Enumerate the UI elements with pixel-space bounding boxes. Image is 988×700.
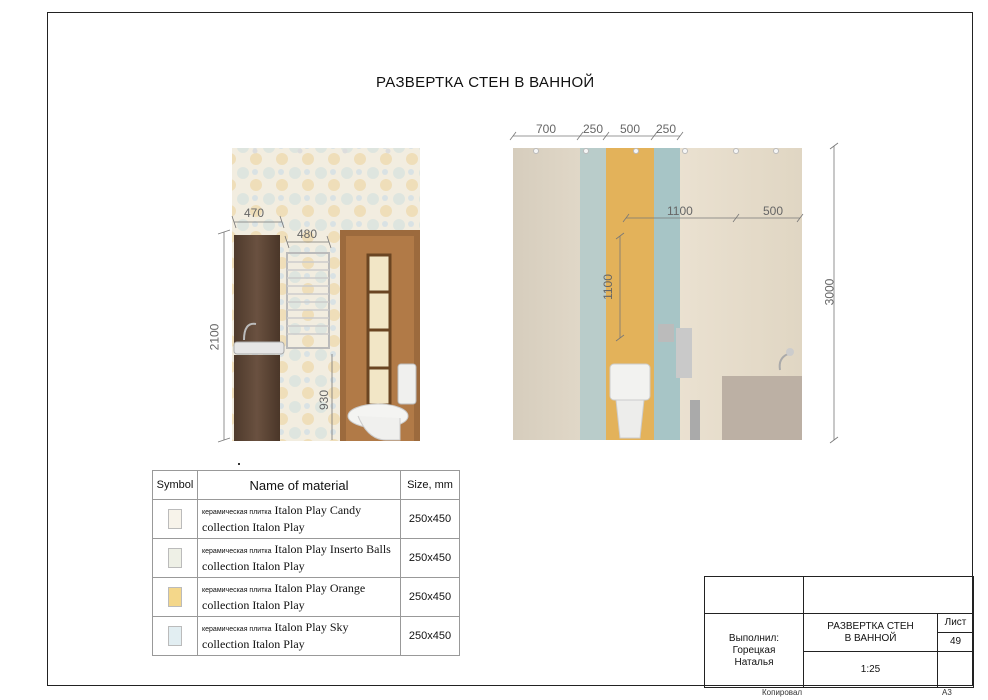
material-swatch bbox=[168, 509, 182, 529]
dot-mark bbox=[238, 463, 240, 465]
dim-250-a: 250 bbox=[583, 122, 604, 136]
table-row: керамическая плитка Italon Play Orange collection Italon Play 250x450 bbox=[153, 578, 460, 617]
dim-500-right: 500 bbox=[763, 204, 784, 218]
author-cell: Выполнил: Горецкая Наталья bbox=[704, 613, 804, 688]
material-size: 250x450 bbox=[401, 578, 460, 617]
materials-table bbox=[152, 470, 460, 656]
table-row: керамическая плитка Italon Play Inserto Balls collection Italon Play 250x450 bbox=[153, 539, 460, 578]
dim-2100: 2100 bbox=[207, 323, 222, 351]
material-swatch bbox=[168, 548, 182, 568]
table-row: керамическая плитка Italon Play Candy collection Italon Play 250x450 bbox=[153, 500, 460, 539]
sheet-label-cell: Лист bbox=[937, 613, 974, 633]
page-title: РАЗВЕРТКА СТЕН В ВАННОЙ bbox=[376, 74, 595, 91]
drawing-title-cell: РАЗВЕРТКА СТЕН В ВАННОЙ bbox=[803, 613, 938, 652]
dim-700: 700 bbox=[536, 122, 557, 136]
sheet-number-cell: 49 bbox=[937, 632, 974, 652]
dim-1100-vertical: 1100 bbox=[600, 274, 615, 300]
title-block bbox=[704, 576, 974, 688]
dim-470: 470 bbox=[244, 206, 265, 220]
symbol-header: Symbol bbox=[153, 471, 198, 500]
material-swatch bbox=[168, 626, 182, 646]
name-header: Name of material bbox=[198, 471, 401, 500]
dim-3000: 3000 bbox=[822, 278, 837, 306]
material-size: 250x450 bbox=[401, 539, 460, 578]
dim-500-top: 500 bbox=[620, 122, 641, 136]
format-label: А3 bbox=[942, 688, 952, 697]
copied-label: Копировал bbox=[762, 688, 803, 697]
right-wall-render bbox=[500, 118, 850, 448]
material-size: 250x450 bbox=[401, 617, 460, 656]
material-size: 250x450 bbox=[401, 500, 460, 539]
dim-250-b: 250 bbox=[656, 122, 677, 136]
size-header: Size, mm bbox=[401, 471, 460, 500]
dim-1100-horizontal: 1100 bbox=[667, 204, 693, 218]
table-row: керамическая плитка Italon Play Sky collection Italon Play 250x450 bbox=[153, 617, 460, 656]
material-swatch bbox=[168, 587, 182, 607]
scale-cell: 1:25 bbox=[803, 651, 938, 688]
dim-930: 930 bbox=[317, 389, 332, 411]
dim-480: 480 bbox=[297, 227, 318, 241]
